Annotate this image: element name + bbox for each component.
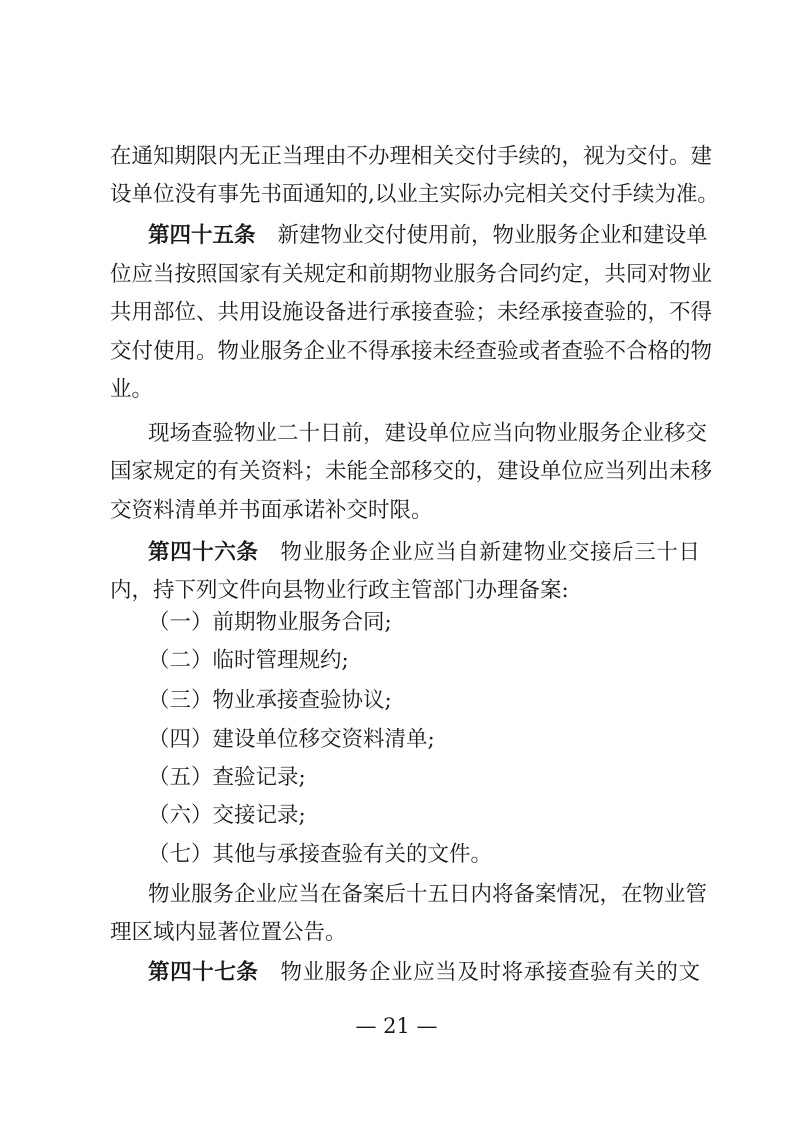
article-47-line (148, 958, 700, 988)
list-item: （一）前期物业服务合同; (148, 610, 392, 635)
text-line: 理区域内显著位置公告。 (110, 920, 347, 945)
text-line: 现场查验物业二十日前，建设单位应当向物业服务企业移交 (148, 421, 708, 446)
text-line: 国家规定的有关资料；未能全部移交的，建设单位应当列出未移 (110, 459, 713, 484)
article-46-text: 物业服务企业应当自新建物业交接后三十日 (280, 540, 700, 565)
list-item: （七）其他与承接查验有关的文件。 (148, 842, 493, 867)
list-item: （三）物业承接查验协议; (148, 688, 392, 713)
list-item: （四）建设单位移交资料清单; (148, 727, 435, 752)
article-45-line (148, 221, 708, 251)
text-line: 物业服务企业应当在备案后十五日内将备案情况，在物业管 (148, 882, 708, 907)
article-47-heading: 第四十七条 (148, 960, 259, 985)
text-line: 共用部位、共用设施设备进行承接查验；未经承接查验的，不得 (110, 300, 713, 325)
article-45-text: 新建物业交付使用前，物业服务企业和建设单 (277, 223, 708, 248)
text-line: 交付使用。物业服务企业不得承接未经查验或者查验不合格的物 (110, 339, 713, 364)
article-46-heading: 第四十六条 (148, 540, 259, 565)
article-47-text: 物业服务企业应当及时将承接查验有关的文 (280, 960, 700, 985)
list-item: （五）查验记录; (148, 765, 306, 790)
text-line: 在通知期限内无正当理由不办理相关交付手续的，视为交付。建 (110, 144, 713, 169)
text-line: 位应当按照国家有关规定和前期物业服务合同约定，共同对物业 (110, 262, 713, 287)
text-line: 业。 (110, 377, 154, 402)
article-45-heading: 第四十五条 (148, 223, 256, 248)
page-number: — 21 — (355, 1014, 438, 1038)
text-line: 设单位没有事先书面通知的,以业主实际办完相关交付手续为准。 (110, 182, 719, 207)
text-line: 交资料清单并书面承诺补交时限。 (110, 498, 433, 523)
list-item: （六）交接记录; (148, 803, 306, 828)
list-item: （二）临时管理规约; (148, 648, 349, 673)
article-46-line (148, 538, 700, 568)
text-line: 内，持下列文件向县物业行政主管部门办理备案: (110, 578, 569, 603)
